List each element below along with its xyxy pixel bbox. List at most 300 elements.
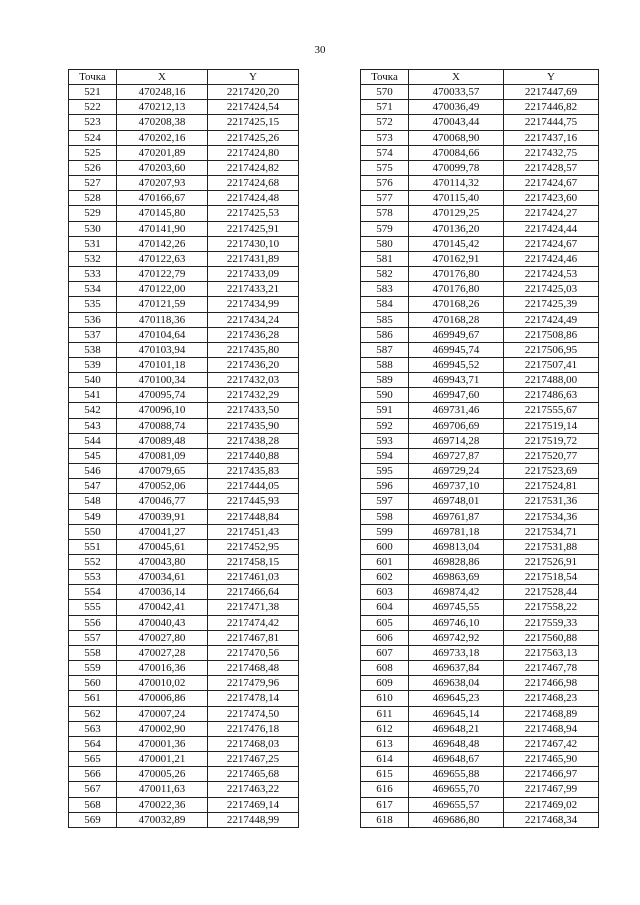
point-number-cell: 527 <box>69 176 117 191</box>
x-coordinate-cell: 470081,09 <box>117 448 208 463</box>
point-number-cell: 615 <box>361 767 409 782</box>
point-number-cell: 585 <box>361 312 409 327</box>
table-row <box>69 221 299 236</box>
point-number-cell: 599 <box>361 524 409 539</box>
x-coordinate-cell: 469813,04 <box>409 539 504 554</box>
table-row <box>361 645 599 660</box>
x-coordinate-cell: 470001,36 <box>117 736 208 751</box>
y-coordinate-cell: 2217432,29 <box>208 388 299 403</box>
y-coordinate-cell: 2217432,03 <box>208 373 299 388</box>
table-row <box>361 752 599 767</box>
y-coordinate-cell: 2217425,91 <box>208 221 299 236</box>
point-number-cell: 610 <box>361 691 409 706</box>
point-number-cell: 566 <box>69 767 117 782</box>
y-coordinate-cell: 2217469,14 <box>208 797 299 812</box>
x-coordinate-cell: 470027,28 <box>117 645 208 660</box>
y-coordinate-cell: 2217468,94 <box>504 721 599 736</box>
point-number-cell: 616 <box>361 782 409 797</box>
table-row <box>69 130 299 145</box>
y-coordinate-cell: 2217531,88 <box>504 539 599 554</box>
x-coordinate-cell: 470168,26 <box>409 297 504 312</box>
y-coordinate-cell: 2217420,20 <box>208 85 299 100</box>
y-coordinate-cell: 2217467,99 <box>504 782 599 797</box>
table-row <box>361 691 599 706</box>
y-coordinate-cell: 2217424,49 <box>504 312 599 327</box>
point-number-cell: 538 <box>69 342 117 357</box>
y-coordinate-cell: 2217470,56 <box>208 645 299 660</box>
y-coordinate-cell: 2217463,22 <box>208 782 299 797</box>
x-coordinate-cell: 470079,65 <box>117 464 208 479</box>
y-coordinate-cell: 2217467,78 <box>504 661 599 676</box>
table-row <box>361 282 599 297</box>
table-row <box>69 342 299 357</box>
coordinates-table-right <box>360 69 599 828</box>
table-row <box>69 752 299 767</box>
table-row <box>361 342 599 357</box>
x-coordinate-cell: 469686,80 <box>409 812 504 827</box>
point-number-cell: 559 <box>69 661 117 676</box>
x-coordinate-cell: 470122,00 <box>117 282 208 297</box>
table-row <box>69 191 299 206</box>
y-coordinate-cell: 2217452,95 <box>208 539 299 554</box>
table-row <box>69 282 299 297</box>
x-coordinate-cell: 470162,91 <box>409 251 504 266</box>
point-number-cell: 539 <box>69 357 117 372</box>
table-row <box>361 373 599 388</box>
point-number-cell: 598 <box>361 509 409 524</box>
point-number-cell: 581 <box>361 251 409 266</box>
point-number-cell: 605 <box>361 615 409 630</box>
y-coordinate-cell: 2217433,21 <box>208 282 299 297</box>
page-number: 30 <box>314 44 326 56</box>
point-number-cell: 529 <box>69 206 117 221</box>
table-row <box>69 433 299 448</box>
table-row <box>69 797 299 812</box>
point-number-cell: 570 <box>361 85 409 100</box>
x-coordinate-cell: 469637,84 <box>409 661 504 676</box>
y-coordinate-cell: 2217425,15 <box>208 115 299 130</box>
x-coordinate-cell: 470040,43 <box>117 615 208 630</box>
table-row <box>69 448 299 463</box>
point-number-cell: 591 <box>361 403 409 418</box>
y-coordinate-cell: 2217468,23 <box>504 691 599 706</box>
x-coordinate-cell: 469945,52 <box>409 357 504 372</box>
y-coordinate-cell: 2217468,89 <box>504 706 599 721</box>
point-number-cell: 613 <box>361 736 409 751</box>
table-row <box>361 221 599 236</box>
point-number-cell: 551 <box>69 539 117 554</box>
table-row <box>361 676 599 691</box>
x-coordinate-cell: 470006,86 <box>117 691 208 706</box>
x-coordinate-cell: 470142,26 <box>117 236 208 251</box>
point-number-cell: 587 <box>361 342 409 357</box>
table-row <box>69 676 299 691</box>
point-number-cell: 532 <box>69 251 117 266</box>
x-coordinate-cell: 469863,69 <box>409 570 504 585</box>
y-coordinate-cell: 2217534,36 <box>504 509 599 524</box>
point-number-cell: 572 <box>361 115 409 130</box>
y-coordinate-cell: 2217436,28 <box>208 327 299 342</box>
table-row <box>69 706 299 721</box>
x-coordinate-cell: 470046,77 <box>117 494 208 509</box>
table-row <box>69 494 299 509</box>
y-coordinate-cell: 2217465,90 <box>504 752 599 767</box>
table-row <box>361 251 599 266</box>
x-coordinate-cell: 470103,94 <box>117 342 208 357</box>
y-coordinate-cell: 2217526,91 <box>504 555 599 570</box>
point-number-cell: 606 <box>361 630 409 645</box>
point-number-cell: 607 <box>361 645 409 660</box>
point-number-cell: 571 <box>361 100 409 115</box>
y-coordinate-cell: 2217433,09 <box>208 267 299 282</box>
table-row <box>69 661 299 676</box>
table-row <box>361 585 599 600</box>
point-number-cell: 521 <box>69 85 117 100</box>
y-coordinate-cell: 2217466,97 <box>504 767 599 782</box>
x-coordinate-cell: 470166,67 <box>117 191 208 206</box>
table-row <box>361 85 599 100</box>
table-row <box>69 160 299 175</box>
y-coordinate-cell: 2217474,42 <box>208 615 299 630</box>
point-number-cell: 542 <box>69 403 117 418</box>
point-number-cell: 548 <box>69 494 117 509</box>
table-row <box>69 539 299 554</box>
table-row <box>69 812 299 827</box>
point-number-cell: 582 <box>361 267 409 282</box>
x-coordinate-cell: 470145,42 <box>409 236 504 251</box>
point-number-cell: 603 <box>361 585 409 600</box>
table-row <box>361 100 599 115</box>
y-coordinate-cell: 2217467,42 <box>504 736 599 751</box>
point-number-cell: 583 <box>361 282 409 297</box>
x-coordinate-cell: 470114,32 <box>409 176 504 191</box>
point-number-cell: 563 <box>69 721 117 736</box>
point-number-cell: 609 <box>361 676 409 691</box>
y-coordinate-cell: 2217528,44 <box>504 585 599 600</box>
point-number-cell: 565 <box>69 752 117 767</box>
point-number-cell: 601 <box>361 555 409 570</box>
table-row <box>361 176 599 191</box>
x-coordinate-cell: 470208,38 <box>117 115 208 130</box>
point-number-cell: 557 <box>69 630 117 645</box>
x-coordinate-cell: 470203,60 <box>117 160 208 175</box>
point-number-cell: 597 <box>361 494 409 509</box>
table-row <box>361 736 599 751</box>
point-number-cell: 617 <box>361 797 409 812</box>
y-coordinate-cell: 2217468,34 <box>504 812 599 827</box>
x-coordinate-cell: 470089,48 <box>117 433 208 448</box>
y-coordinate-cell: 2217436,20 <box>208 357 299 372</box>
point-number-cell: 544 <box>69 433 117 448</box>
x-coordinate-cell: 470011,63 <box>117 782 208 797</box>
x-coordinate-cell: 470141,90 <box>117 221 208 236</box>
table-row <box>361 464 599 479</box>
y-coordinate-cell: 2217424,54 <box>208 100 299 115</box>
table-row <box>361 312 599 327</box>
table-row <box>361 797 599 812</box>
table-row <box>361 130 599 145</box>
x-coordinate-cell: 469746,10 <box>409 615 504 630</box>
x-coordinate-cell: 469947,60 <box>409 388 504 403</box>
point-number-cell: 567 <box>69 782 117 797</box>
y-coordinate-cell: 2217437,16 <box>504 130 599 145</box>
point-number-cell: 584 <box>361 297 409 312</box>
point-number-cell: 531 <box>69 236 117 251</box>
x-coordinate-cell: 469648,48 <box>409 736 504 751</box>
y-coordinate-cell: 2217468,03 <box>208 736 299 751</box>
point-number-cell: 528 <box>69 191 117 206</box>
point-number-cell: 541 <box>69 388 117 403</box>
table-row <box>361 782 599 797</box>
point-number-cell: 533 <box>69 267 117 282</box>
x-coordinate-cell: 470118,36 <box>117 312 208 327</box>
point-number-cell: 524 <box>69 130 117 145</box>
y-coordinate-cell: 2217425,39 <box>504 297 599 312</box>
table-row <box>69 645 299 660</box>
y-coordinate-cell: 2217444,75 <box>504 115 599 130</box>
x-coordinate-cell: 469727,87 <box>409 448 504 463</box>
column-header-y: Y <box>208 70 299 85</box>
point-number-cell: 573 <box>361 130 409 145</box>
x-coordinate-cell: 470100,34 <box>117 373 208 388</box>
x-coordinate-cell: 469729,24 <box>409 464 504 479</box>
table-row <box>69 85 299 100</box>
x-coordinate-cell: 469761,87 <box>409 509 504 524</box>
x-coordinate-cell: 470129,25 <box>409 206 504 221</box>
table-row <box>69 630 299 645</box>
table-row <box>361 448 599 463</box>
table-row <box>69 721 299 736</box>
point-number-cell: 593 <box>361 433 409 448</box>
table-row <box>69 236 299 251</box>
x-coordinate-cell: 470176,80 <box>409 282 504 297</box>
point-number-cell: 589 <box>361 373 409 388</box>
point-number-cell: 600 <box>361 539 409 554</box>
x-coordinate-cell: 470043,80 <box>117 555 208 570</box>
point-number-cell: 552 <box>69 555 117 570</box>
y-coordinate-cell: 2217438,28 <box>208 433 299 448</box>
table-row <box>361 509 599 524</box>
table-row <box>69 115 299 130</box>
x-coordinate-cell: 470016,36 <box>117 661 208 676</box>
x-coordinate-cell: 470068,90 <box>409 130 504 145</box>
y-coordinate-cell: 2217440,88 <box>208 448 299 463</box>
x-coordinate-cell: 470096,10 <box>117 403 208 418</box>
y-coordinate-cell: 2217559,33 <box>504 615 599 630</box>
point-number-cell: 568 <box>69 797 117 812</box>
point-number-cell: 549 <box>69 509 117 524</box>
y-coordinate-cell: 2217466,64 <box>208 585 299 600</box>
table-row <box>361 160 599 175</box>
column-header-x: X <box>409 70 504 85</box>
y-coordinate-cell: 2217466,98 <box>504 676 599 691</box>
x-coordinate-cell: 470005,26 <box>117 767 208 782</box>
coordinates-table-left <box>68 69 299 828</box>
x-coordinate-cell: 470002,90 <box>117 721 208 736</box>
table-row <box>361 145 599 160</box>
x-coordinate-cell: 470036,14 <box>117 585 208 600</box>
x-coordinate-cell: 469655,70 <box>409 782 504 797</box>
y-coordinate-cell: 2217534,71 <box>504 524 599 539</box>
y-coordinate-cell: 2217425,53 <box>208 206 299 221</box>
y-coordinate-cell: 2217424,53 <box>504 267 599 282</box>
x-coordinate-cell: 470084,66 <box>409 145 504 160</box>
table-row <box>69 615 299 630</box>
y-coordinate-cell: 2217519,72 <box>504 433 599 448</box>
table-row <box>69 388 299 403</box>
point-number-cell: 594 <box>361 448 409 463</box>
point-number-cell: 555 <box>69 600 117 615</box>
y-coordinate-cell: 2217523,69 <box>504 464 599 479</box>
x-coordinate-cell: 470207,93 <box>117 176 208 191</box>
y-coordinate-cell: 2217448,99 <box>208 812 299 827</box>
x-coordinate-cell: 469638,04 <box>409 676 504 691</box>
y-coordinate-cell: 2217431,89 <box>208 251 299 266</box>
table-row <box>361 812 599 827</box>
table-row <box>361 767 599 782</box>
table-row <box>69 403 299 418</box>
x-coordinate-cell: 470122,63 <box>117 251 208 266</box>
point-number-cell: 525 <box>69 145 117 160</box>
y-coordinate-cell: 2217430,10 <box>208 236 299 251</box>
point-number-cell: 575 <box>361 160 409 175</box>
point-number-cell: 534 <box>69 282 117 297</box>
y-coordinate-cell: 2217425,03 <box>504 282 599 297</box>
x-coordinate-cell: 469781,18 <box>409 524 504 539</box>
y-coordinate-cell: 2217444,05 <box>208 479 299 494</box>
y-coordinate-cell: 2217448,84 <box>208 509 299 524</box>
x-coordinate-cell: 469943,71 <box>409 373 504 388</box>
y-coordinate-cell: 2217424,80 <box>208 145 299 160</box>
point-number-cell: 604 <box>361 600 409 615</box>
point-number-cell: 590 <box>361 388 409 403</box>
x-coordinate-cell: 470099,78 <box>409 160 504 175</box>
x-coordinate-cell: 469737,10 <box>409 479 504 494</box>
table-row <box>69 524 299 539</box>
table-row <box>361 191 599 206</box>
point-number-cell: 576 <box>361 176 409 191</box>
table-row <box>361 600 599 615</box>
y-coordinate-cell: 2217435,90 <box>208 418 299 433</box>
table-row <box>69 206 299 221</box>
y-coordinate-cell: 2217424,82 <box>208 160 299 175</box>
x-coordinate-cell: 469645,23 <box>409 691 504 706</box>
y-coordinate-cell: 2217435,83 <box>208 464 299 479</box>
table-row <box>69 585 299 600</box>
point-number-cell: 535 <box>69 297 117 312</box>
table-row <box>69 555 299 570</box>
x-coordinate-cell: 469706,69 <box>409 418 504 433</box>
y-coordinate-cell: 2217519,14 <box>504 418 599 433</box>
table-row <box>69 327 299 342</box>
y-coordinate-cell: 2217524,81 <box>504 479 599 494</box>
table-row <box>69 251 299 266</box>
point-number-cell: 579 <box>361 221 409 236</box>
table-row <box>361 615 599 630</box>
y-coordinate-cell: 2217558,22 <box>504 600 599 615</box>
y-coordinate-cell: 2217471,38 <box>208 600 299 615</box>
table-row <box>69 297 299 312</box>
x-coordinate-cell: 470122,79 <box>117 267 208 282</box>
y-coordinate-cell: 2217434,24 <box>208 312 299 327</box>
x-coordinate-cell: 469648,67 <box>409 752 504 767</box>
table-row <box>361 494 599 509</box>
x-coordinate-cell: 470088,74 <box>117 418 208 433</box>
x-coordinate-cell: 470202,16 <box>117 130 208 145</box>
table-row <box>361 115 599 130</box>
y-coordinate-cell: 2217465,68 <box>208 767 299 782</box>
x-coordinate-cell: 470033,57 <box>409 85 504 100</box>
x-coordinate-cell: 469828,86 <box>409 555 504 570</box>
point-number-cell: 564 <box>69 736 117 751</box>
y-coordinate-cell: 2217478,14 <box>208 691 299 706</box>
x-coordinate-cell: 470027,80 <box>117 630 208 645</box>
table-header-row <box>361 70 599 85</box>
table-row <box>361 388 599 403</box>
table-row <box>69 418 299 433</box>
y-coordinate-cell: 2217451,43 <box>208 524 299 539</box>
table-row <box>361 418 599 433</box>
x-coordinate-cell: 470115,40 <box>409 191 504 206</box>
table-row <box>361 539 599 554</box>
y-coordinate-cell: 2217447,69 <box>504 85 599 100</box>
table-row <box>69 691 299 706</box>
table-row <box>361 236 599 251</box>
x-coordinate-cell: 469655,57 <box>409 797 504 812</box>
x-coordinate-cell: 469655,88 <box>409 767 504 782</box>
y-coordinate-cell: 2217432,75 <box>504 145 599 160</box>
y-coordinate-cell: 2217507,41 <box>504 357 599 372</box>
point-number-cell: 588 <box>361 357 409 372</box>
y-coordinate-cell: 2217467,25 <box>208 752 299 767</box>
table-row <box>361 524 599 539</box>
y-coordinate-cell: 2217486,63 <box>504 388 599 403</box>
point-number-cell: 595 <box>361 464 409 479</box>
x-coordinate-cell: 470036,49 <box>409 100 504 115</box>
y-coordinate-cell: 2217468,48 <box>208 661 299 676</box>
table-row <box>69 373 299 388</box>
point-number-cell: 526 <box>69 160 117 175</box>
table-row <box>361 661 599 676</box>
x-coordinate-cell: 470007,24 <box>117 706 208 721</box>
point-number-cell: 561 <box>69 691 117 706</box>
point-number-cell: 577 <box>361 191 409 206</box>
y-coordinate-cell: 2217520,77 <box>504 448 599 463</box>
table-row <box>69 464 299 479</box>
point-number-cell: 530 <box>69 221 117 236</box>
point-number-cell: 546 <box>69 464 117 479</box>
y-coordinate-cell: 2217479,96 <box>208 676 299 691</box>
point-number-cell: 562 <box>69 706 117 721</box>
x-coordinate-cell: 470041,27 <box>117 524 208 539</box>
y-coordinate-cell: 2217446,82 <box>504 100 599 115</box>
y-coordinate-cell: 2217424,46 <box>504 251 599 266</box>
x-coordinate-cell: 469733,18 <box>409 645 504 660</box>
x-coordinate-cell: 469648,21 <box>409 721 504 736</box>
y-coordinate-cell: 2217458,15 <box>208 555 299 570</box>
y-coordinate-cell: 2217435,80 <box>208 342 299 357</box>
point-number-cell: 578 <box>361 206 409 221</box>
column-header-y: Y <box>504 70 599 85</box>
table-row <box>361 327 599 342</box>
x-coordinate-cell: 470042,41 <box>117 600 208 615</box>
point-number-cell: 596 <box>361 479 409 494</box>
table-row <box>69 509 299 524</box>
table-row <box>69 312 299 327</box>
table-row <box>69 176 299 191</box>
x-coordinate-cell: 470045,61 <box>117 539 208 554</box>
x-coordinate-cell: 470176,80 <box>409 267 504 282</box>
